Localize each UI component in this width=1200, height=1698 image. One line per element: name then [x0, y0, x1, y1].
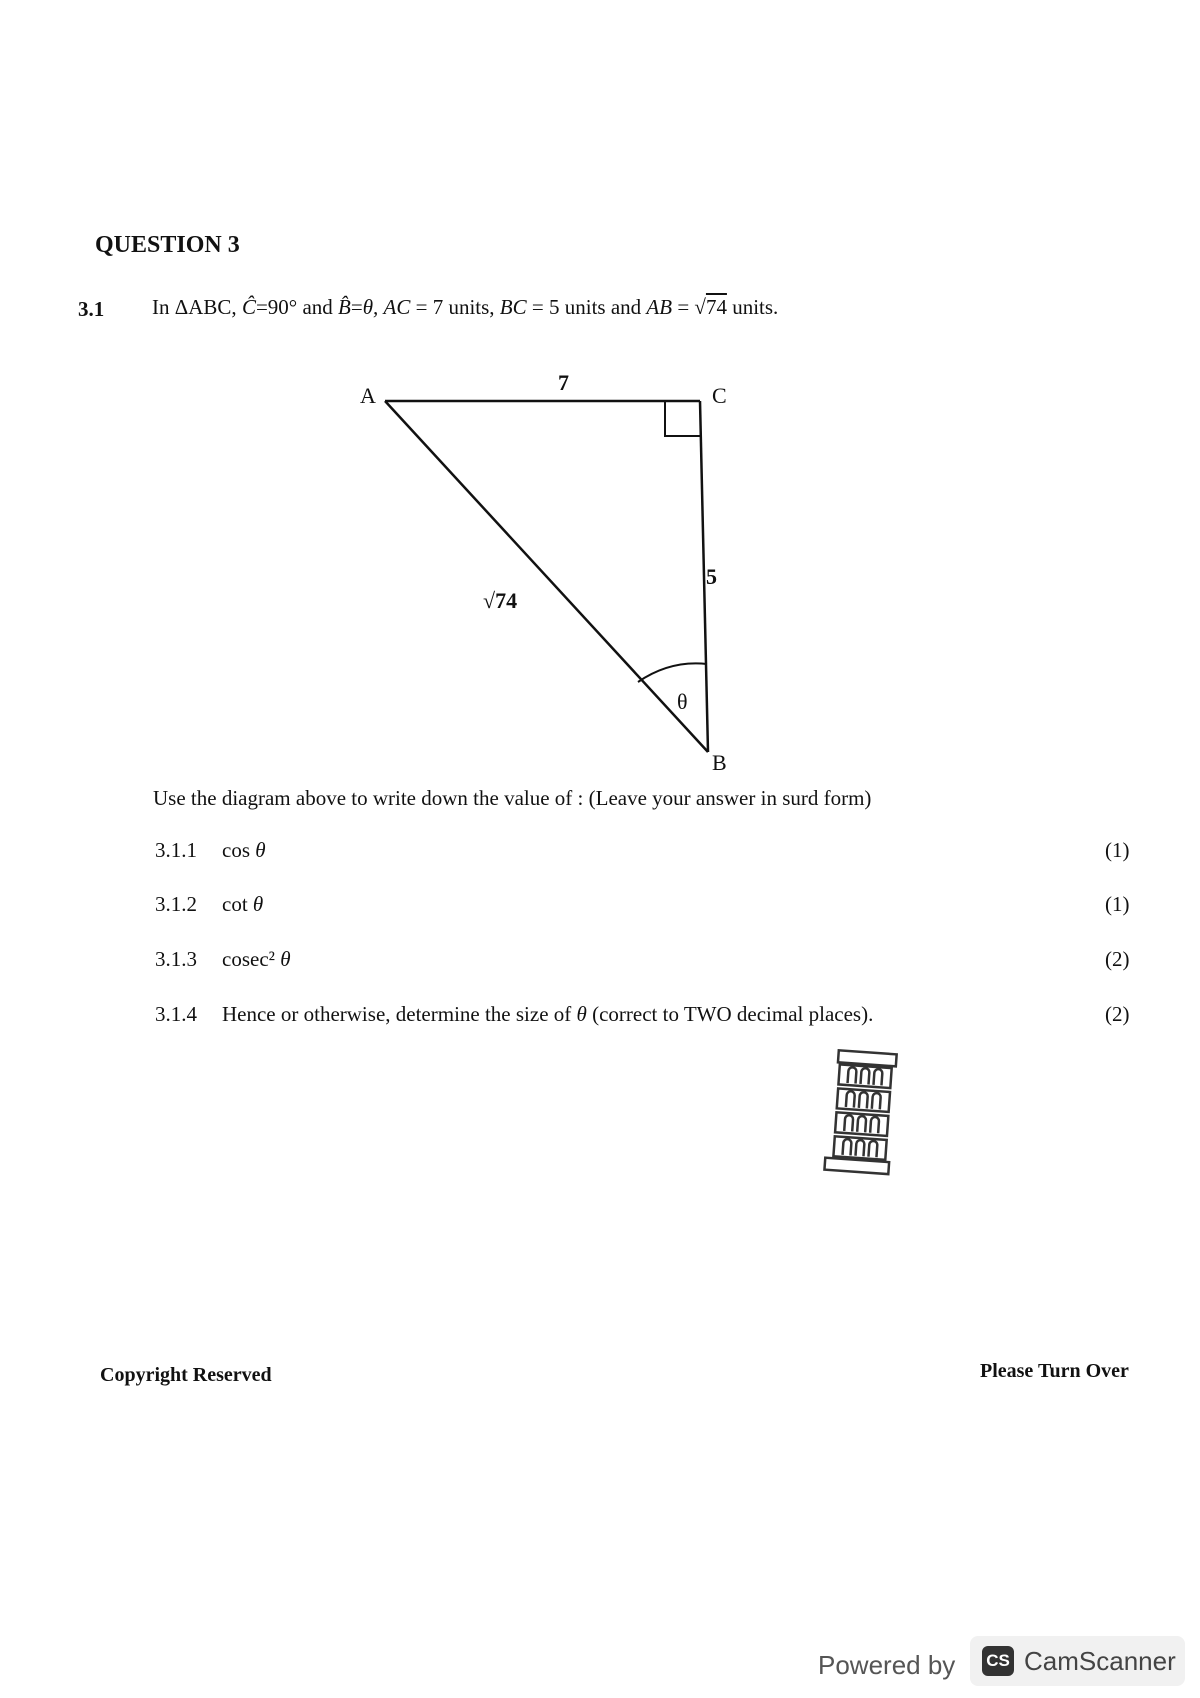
- statement-ab-root: 74: [705, 295, 727, 319]
- statement-ab-eq: = √: [672, 295, 706, 319]
- watermark-powered-by: Powered by: [818, 1650, 956, 1680]
- camscanner-badge: [970, 1636, 1185, 1686]
- side-bc-label: 5: [706, 564, 717, 589]
- statement-ac: , AC: [373, 295, 411, 319]
- leaning-tower-icon: [824, 1050, 896, 1174]
- question-heading: QUESTION 3: [95, 232, 240, 258]
- statement-bc: BC: [499, 295, 527, 319]
- marks-label: (2): [1105, 947, 1130, 971]
- vertex-a-label: A: [360, 383, 376, 408]
- angle-theta-label: θ: [677, 689, 688, 714]
- sub-question-number: 3.1.4: [155, 1002, 197, 1026]
- statement-theta: θ: [362, 295, 374, 319]
- marks-label: (1): [1105, 838, 1130, 862]
- angle-theta-arc: [638, 663, 707, 682]
- statement-ab-unit: units.: [726, 295, 779, 319]
- statement-bc-val: = 5 units and: [526, 295, 647, 319]
- marks-label: (1): [1105, 892, 1130, 916]
- camscanner-logo-icon: CS: [982, 1646, 1014, 1676]
- side-ab-line: [385, 401, 708, 752]
- statement-c-eq: =90° and: [255, 295, 339, 319]
- question-number: 3.1: [78, 297, 105, 321]
- sub-question-text: cosec² θ: [222, 947, 291, 971]
- vertex-c-label: C: [712, 383, 727, 408]
- statement-b-eq: =: [350, 295, 363, 319]
- instruction-text: Use the diagram above to write down the value of : (Leave your answer in surd form): [153, 786, 872, 810]
- statement-prefix: In ΔABC,: [152, 295, 242, 319]
- sub-question-number: 3.1.1: [155, 838, 197, 862]
- sub-question-number: 3.1.3: [155, 947, 197, 971]
- side-ac-label: 7: [558, 370, 569, 395]
- footer-copyright: Copyright Reserved: [100, 1364, 272, 1386]
- sub-question-number: 3.1.2: [155, 892, 197, 916]
- sub-question-text: cot θ: [222, 892, 264, 916]
- statement-c-hat: Ĉ: [241, 295, 256, 319]
- camscanner-name: CamScanner: [1024, 1646, 1176, 1676]
- statement-ac-val: = 7 units,: [410, 295, 500, 319]
- marks-label: (2): [1105, 1002, 1130, 1026]
- sub-question-text: cos θ: [222, 838, 266, 862]
- statement-ab: AB: [646, 295, 673, 319]
- sub-question-text: Hence or otherwise, determine the size of θ (correct to TWO decimal places).: [222, 1002, 874, 1026]
- side-ab-label: √74: [483, 588, 518, 613]
- footer-turn-over: Please Turn Over: [980, 1360, 1129, 1382]
- vertex-b-label: B: [712, 750, 727, 775]
- statement-b-hat: B̂: [338, 295, 351, 319]
- right-angle-marker: [665, 401, 700, 436]
